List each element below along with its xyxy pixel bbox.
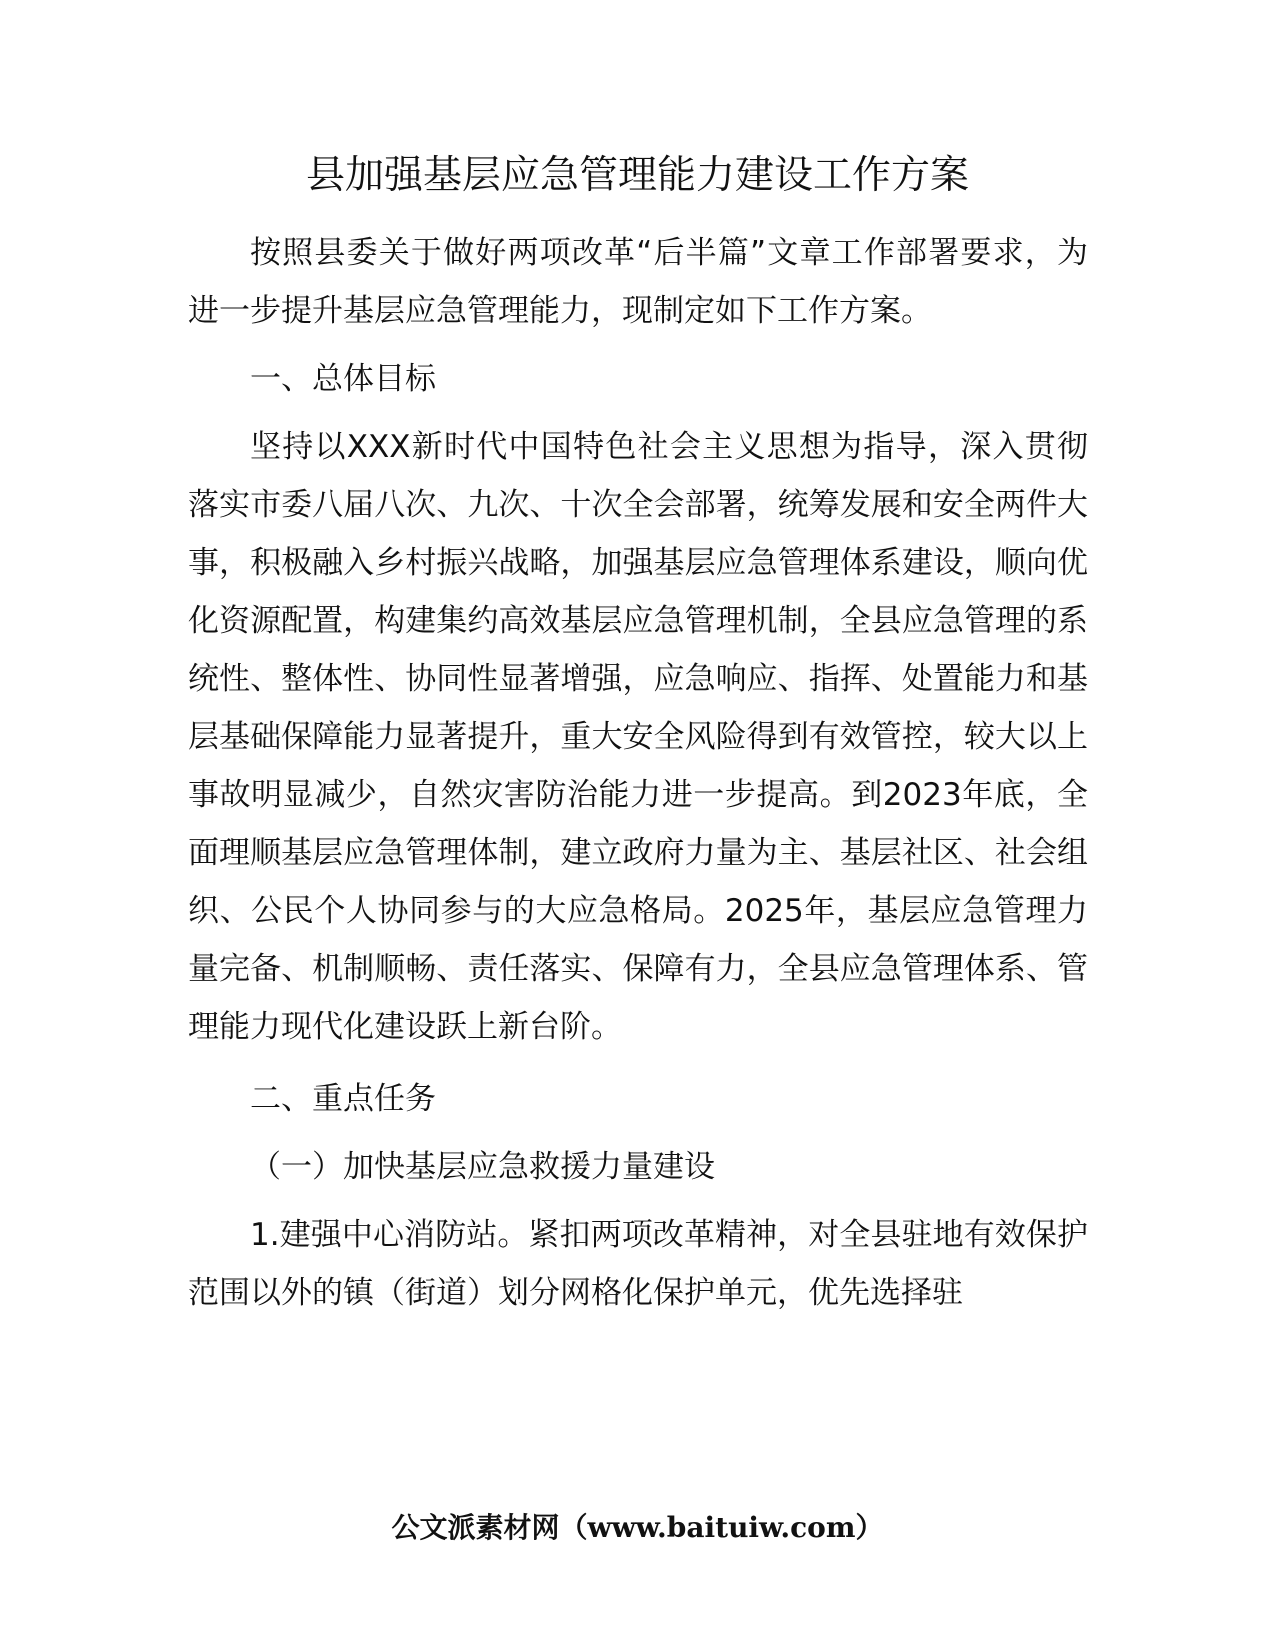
document-body bbox=[188, 224, 1088, 1322]
subsection-heading-rescue-forces: （一）加快基层应急救援力量建设 bbox=[250, 1149, 715, 1185]
item-paragraph-fire-station: 1.建强中心消防站。紧扣两项改革精神，对全县驻地有效保护范围以外的镇（街道）划分网格化保护单元，优先选择驻 bbox=[188, 1217, 1088, 1311]
intro-paragraph: 按照县委关于做好两项改革“后半篇”文章工作部署要求，为进一步提升基层应急管理能力，现制定如下工作方案。 bbox=[188, 235, 1088, 329]
overall-goal-paragraph: 坚持以XXX新时代中国特色社会主义思想为指导，深入贯彻落实市委八届八次、九次、十次全会部署，统筹发展和安全两件大事，积极融入乡村振兴战略，加强基层应急管理体系建设，顺向优化资源配置，构建集约高效基层应急管理机制，全县应急管理的系统性、整体性、协同性显著增强，应急响应、指挥、处置能力和基层基础保障能力显著提升，重大安全风险得到有效管控，较大以上事故明显减少，自然灾害防治能力进一步提高。到2023年底，全面理顺基层应急管理体制，建立政府力量为主、基层社区、社会组织、公民个人协同参与的大应急格局。2025年，基层应急管理力量完备、机制顺畅、责任落实、保障有力，全县应急管理体系、管理能力现代化建设跃上新台阶。 bbox=[188, 429, 1088, 1045]
section-heading-key-tasks: 二、重点任务 bbox=[250, 1081, 436, 1117]
section-heading-overall-goal: 一、总体目标 bbox=[250, 361, 436, 397]
footer-watermark: 公文派素材网（www.baituiw.com） bbox=[391, 1511, 884, 1544]
document-title: 县加强基层应急管理能力建设工作方案 bbox=[305, 153, 969, 198]
